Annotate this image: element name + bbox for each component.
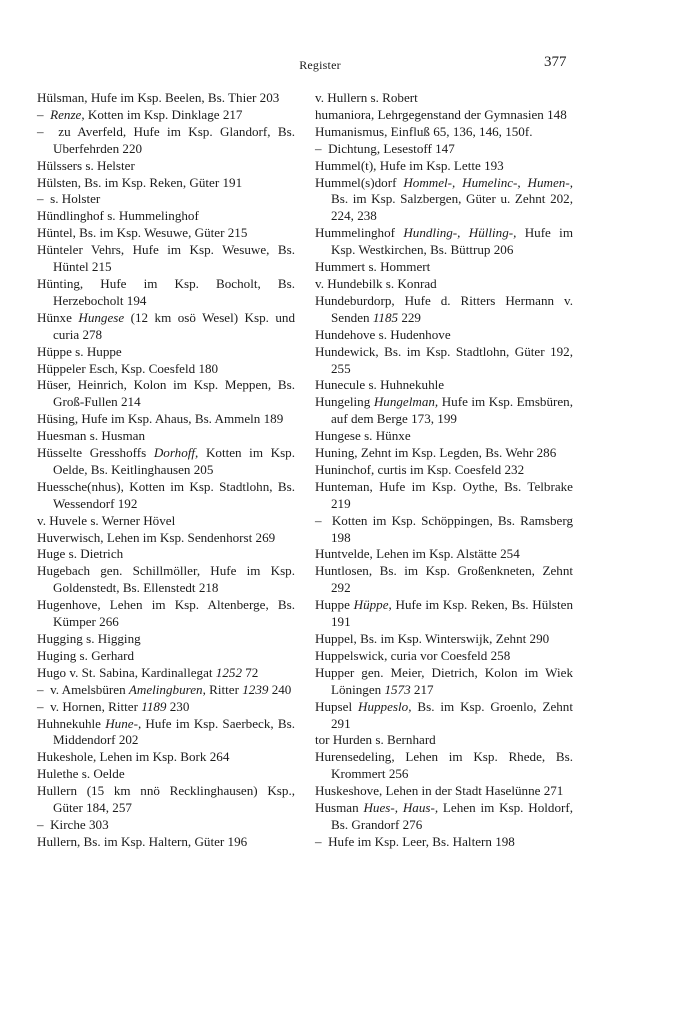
italic-term: 1239: [242, 681, 269, 697]
index-subentry: [315, 513, 573, 547]
index-entry: [37, 648, 295, 665]
index-entry: [37, 716, 295, 750]
index-column-left: [37, 90, 295, 851]
entry-text: Bs. im Ksp. Salzbergen, Güter u. Zehnt 202, 224, 238: [331, 191, 573, 224]
entry-text: Hüppeler Esch, Ksp. Coesfeld 180: [37, 360, 219, 376]
entry-text: s. Holster: [50, 191, 101, 207]
index-entry: [315, 699, 573, 733]
index-entry: [315, 648, 573, 665]
entry-text: humaniora, Lehrgegenstand der Gymnasien 148: [315, 106, 567, 122]
entry-text: Hüppe s. Huppe: [37, 343, 122, 359]
entry-text: tor Hurden s. Bernhard: [315, 732, 436, 748]
entry-text: Huesman s. Husman: [37, 428, 146, 444]
entry-text: 229: [398, 309, 421, 325]
index-entry: [37, 530, 295, 547]
index-subentry: [37, 699, 295, 716]
index-entry: [37, 242, 295, 276]
italic-term: 1573: [384, 681, 411, 697]
entry-text: Hummel(t), Hufe im Ksp. Lette 193: [315, 157, 504, 173]
italic-term: Hundling-, Hülling-,: [403, 225, 517, 241]
entry-text: Hüsing, Hufe im Ksp. Ahaus, Bs. Ammeln 189: [37, 411, 284, 427]
index-entry: [37, 225, 295, 242]
italic-term: Hüppe,: [353, 597, 392, 613]
entry-text: Hungeling: [315, 394, 374, 410]
entry-text: Hufe im Ksp. Reken, Bs. Hülsten 191: [331, 597, 573, 630]
entry-text: Hufe im Ksp. Emsbüren, auf dem Berge 173, 199: [331, 394, 574, 427]
index-entry: [315, 783, 573, 800]
entry-text: Hundewick, Bs. im Ksp. Stadtlohn, Güter 192, 255: [315, 343, 573, 376]
entry-text: Kirche 303: [50, 816, 109, 832]
entry-text: Hufe im Ksp. Leer, Bs. Haltern 198: [328, 833, 515, 849]
index-entry: [315, 732, 573, 749]
entry-text: Huppel, Bs. im Ksp. Winterswijk, Zehnt 290: [315, 631, 550, 646]
entry-text: Bs. im Ksp. Groenlo, Zehnt 291: [331, 698, 573, 731]
index-subentry: [315, 141, 573, 158]
entry-text: Huge s. Dietrich: [37, 546, 124, 562]
italic-term: 1185: [372, 309, 399, 325]
index-entry: [315, 462, 573, 479]
index-entry: [37, 445, 295, 479]
entry-text: Hufe im Ksp. Saerbeck, Bs. Middendorf 202: [53, 715, 295, 748]
index-entry: [37, 377, 295, 411]
running-title: Register: [299, 58, 341, 72]
italic-term: Hune-,: [105, 715, 142, 731]
italic-term: Hues-, Haus-,: [363, 800, 439, 816]
index-entry: [37, 428, 295, 445]
index-entry: [315, 90, 573, 107]
index-entry: [37, 361, 295, 378]
index-entry: [315, 124, 573, 141]
index-entry: [315, 107, 573, 124]
entry-text: v. Hornen, Ritter: [50, 698, 142, 714]
index-subentry: [315, 834, 573, 851]
index-entry: [315, 445, 573, 462]
entry-text: Hummert s. Hommert: [315, 259, 431, 275]
index-entry: [315, 276, 573, 293]
entry-text: Hugebach gen. Schillmöller, Hufe im Ksp. Goldenstedt, Bs. Ellenstedt 218: [37, 563, 295, 596]
index-entry: [37, 90, 295, 107]
entry-text: v. Amelsbüren: [50, 681, 129, 697]
italic-term: Hommel-, Humelinc-, Humen-,: [403, 174, 573, 190]
index-entry: [37, 749, 295, 766]
index-entry: [37, 783, 295, 817]
entry-text: Huskeshove, Lehen in der Stadt Haselünne 271: [315, 783, 564, 799]
index-entry: [37, 631, 295, 648]
entry-text: zu Averfeld, Hufe im Ksp. Glandorf, Bs. Uberfehrden 220: [53, 123, 296, 156]
index-entry: [315, 344, 573, 378]
index-entry: [37, 479, 295, 513]
entry-text: v. Hullern s. Robert: [315, 90, 418, 105]
entry-text: Hunecule s. Huhnekuhle: [315, 377, 445, 393]
index-entry: [37, 546, 295, 563]
entry-text: Kotten im Ksp. Schöppingen, Bs. Ramsberg 198: [331, 512, 573, 545]
italic-term: Huppeslo,: [358, 698, 412, 714]
entry-text: Humanismus, Einfluß 65, 136, 146, 150f.: [315, 123, 533, 139]
entry-text: Hupsel: [315, 698, 358, 714]
entry-text: Huessche(nhus), Kotten im Ksp. Stadtlohn, Bs. Wessendorf 192: [37, 478, 295, 511]
italic-term: Renze: [50, 106, 82, 122]
index-entry: [315, 377, 573, 394]
index-entry: [37, 175, 295, 192]
index-entry: [37, 208, 295, 225]
italic-term: Amelingburen,: [128, 681, 206, 697]
entry-text: Ritter: [205, 681, 243, 697]
index-entry: [315, 563, 573, 597]
entry-text: Hungese s. Hünxe: [315, 428, 411, 444]
entry-text: Huning, Zehnt im Ksp. Legden, Bs. Wehr 286: [315, 445, 557, 461]
entry-text: Huhnekuhle: [37, 715, 106, 731]
index-entry: [37, 411, 295, 428]
index-entry: [37, 310, 295, 344]
index-entry: [37, 276, 295, 310]
entry-text: Hülssers s. Helster: [37, 157, 135, 173]
entry-text: Hüntel, Bs. im Ksp. Wesuwe, Güter 215: [37, 225, 248, 241]
entry-text: Hüsselte Gresshoffs: [37, 445, 154, 461]
entry-text: Huging s. Gerhard: [37, 647, 135, 663]
index-entry: [315, 479, 573, 513]
entry-text: v. Huvele s. Werner Hövel: [37, 512, 176, 528]
entry-text: Hugo v. St. Sabina, Kardinallegat: [37, 664, 216, 680]
italic-term: Hungelman,: [373, 394, 439, 410]
index-entry: [315, 394, 573, 428]
italic-term: 1252: [215, 664, 242, 680]
index-entry: [315, 749, 573, 783]
entry-text: Hulethe s. Oelde: [37, 766, 125, 782]
entry-text: (12 km osö Wesel) Ksp. und curia 278: [53, 309, 295, 342]
running-header: [0, 54, 700, 74]
entry-text: Dichtung, Lesestoff 147: [328, 140, 455, 156]
entry-text: v. Hundebilk s. Konrad: [315, 275, 437, 291]
italic-term: 1189: [141, 698, 167, 714]
index-column-right: [315, 90, 573, 851]
index-subentry: [37, 682, 295, 699]
index-entry: [315, 631, 573, 648]
entry-text: Hünteler Vehrs, Hufe im Ksp. Wesuwe, Bs. Hüntel 215: [37, 242, 295, 275]
index-entry: [315, 293, 573, 327]
entry-text: Hugging s. Higging: [37, 631, 141, 646]
entry-text: Hundeburdorp, Hufe d. Ritters Hermann v. Senden: [315, 292, 573, 325]
entry-text: Hullern (15 km nnö Recklinghausen) Ksp., Güter 184, 257: [37, 783, 295, 816]
index-subentry: [37, 107, 295, 124]
index-entry: [37, 766, 295, 783]
index-entry: [315, 259, 573, 276]
page-number: 377: [544, 54, 567, 70]
entry-text: Lehen im Ksp. Holdorf, Bs. Grandorf 276: [331, 800, 573, 832]
entry-text: Hünting, Hufe im Ksp. Bocholt, Bs. Herzebocholt 194: [37, 275, 295, 308]
index-entry: [37, 158, 295, 175]
entry-text: 240: [268, 681, 292, 697]
entry-text: Hullern, Bs. im Ksp. Haltern, Güter 196: [37, 833, 248, 849]
entry-text: , Kotten im Ksp. Dinklage 217: [81, 106, 243, 122]
entry-text: Huntvelde, Lehen im Ksp. Alstätte 254: [315, 546, 520, 562]
index-entry: [315, 546, 573, 563]
index-entry: [315, 158, 573, 175]
index-entry: [315, 225, 573, 259]
entry-text: Hüser, Heinrich, Kolon im Ksp. Meppen, Bs. Groß-Fullen 214: [37, 377, 295, 410]
entry-text: Hurensedeling, Lehen im Ksp. Rhede, Bs. Krommert 256: [315, 749, 573, 782]
index-entry: [315, 597, 573, 631]
index-entry: [37, 563, 295, 597]
entry-text: Huppelswick, curia vor Coesfeld 258: [315, 647, 511, 663]
entry-text: Hünxe: [37, 309, 79, 325]
index-entry: [37, 665, 295, 682]
index-entry: [315, 665, 573, 699]
entry-text: Hukeshole, Lehen im Ksp. Bork 264: [37, 749, 230, 765]
entry-text: 230: [166, 698, 190, 714]
entry-text: Hülsten, Bs. im Ksp. Reken, Güter 191: [37, 174, 243, 190]
index-entry: [37, 597, 295, 631]
entry-text: Huppe: [315, 597, 354, 613]
index-entry: [37, 344, 295, 361]
index-subentry: [37, 817, 295, 834]
entry-text: Hufe im Ksp. Westkirchen, Bs. Büttrup 206: [331, 225, 574, 258]
index-subentry: [37, 124, 295, 158]
index-entry: [315, 327, 573, 344]
entry-text: Huntlosen, Bs. im Ksp. Großenkneten, Zehnt 292: [315, 563, 573, 596]
index-entry: [315, 175, 573, 226]
entry-text: Hummelinghof: [315, 225, 404, 241]
italic-term: Dorhoff,: [153, 445, 199, 461]
index-entry: [37, 834, 295, 851]
italic-term: Hungese: [78, 309, 125, 325]
entry-text: Hupper gen. Meier, Dietrich, Kolon im Wiek Löningen: [315, 664, 573, 697]
index-entry: [315, 428, 573, 445]
entry-text: Huverwisch, Lehen im Ksp. Sendenhorst 269: [37, 529, 276, 545]
entry-text: Hunteman, Hufe im Ksp. Oythe, Bs. Telbrake 219: [315, 478, 573, 511]
entry-text: Hundehove s. Hudenhove: [315, 326, 451, 342]
index-subentry: [37, 191, 295, 208]
entry-text: 72: [241, 664, 259, 680]
entry-text: Kotten im Ksp. Oelde, Bs. Keitlinghausen 205: [53, 445, 295, 477]
entry-text: 217: [410, 681, 434, 697]
index-entry: [37, 513, 295, 530]
index-entry: [315, 800, 573, 834]
entry-text: Husman: [315, 800, 364, 816]
entry-text: Hugenhove, Lehen im Ksp. Altenberge, Bs. Kümper 266: [37, 597, 295, 630]
entry-text: Hündlinghof s. Hummelinghof: [37, 208, 199, 224]
entry-text: Hülsman, Hufe im Ksp. Beelen, Bs. Thier 203: [37, 90, 280, 105]
entry-text: Huninchof, curtis im Ksp. Coesfeld 232: [315, 461, 525, 477]
entry-text: Hummel(s)dorf: [315, 174, 404, 190]
